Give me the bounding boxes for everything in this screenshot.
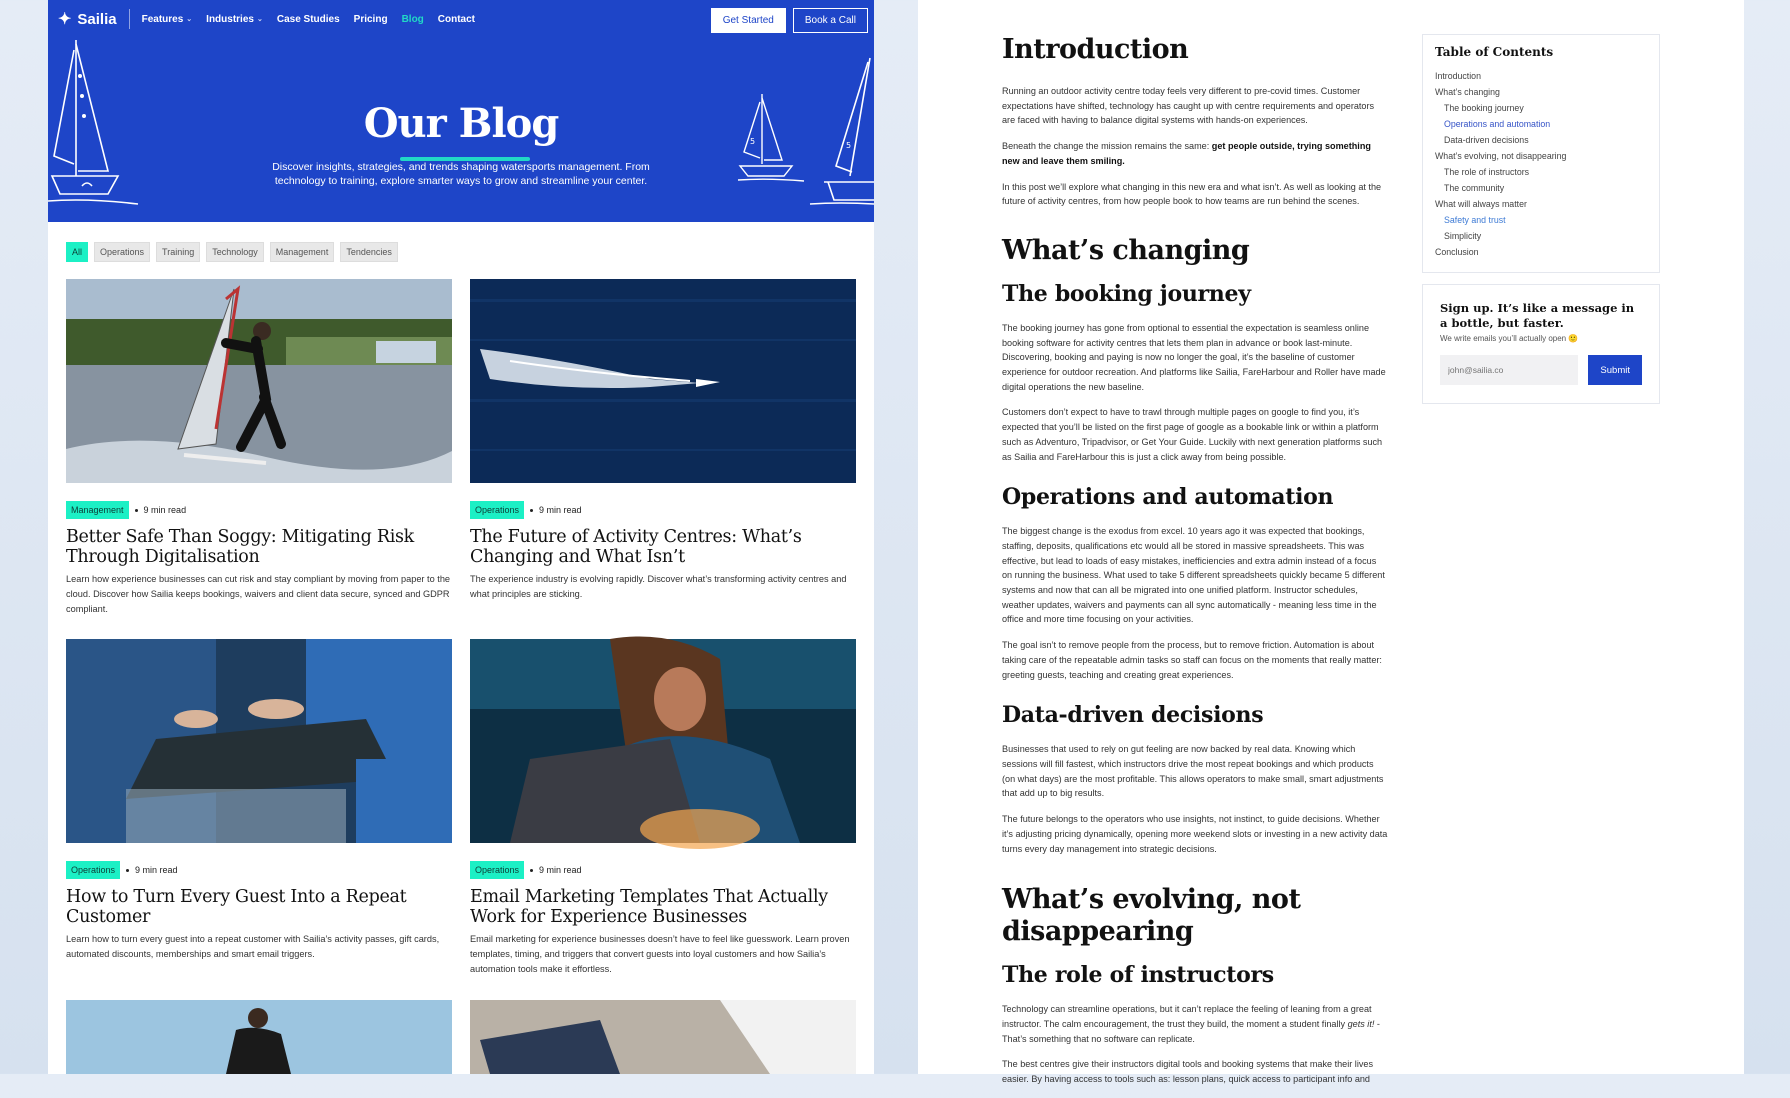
toc-link[interactable]: Introduction (1435, 71, 1481, 81)
filter-chip-tendencies[interactable]: Tendencies (340, 242, 398, 262)
heading-role-of-instructors: The role of instructors (1002, 962, 1274, 989)
signup-title: Sign up. It’s like a message in a bottle, but faster. (1440, 301, 1635, 330)
article-body (1002, 34, 1388, 1098)
page-title: Our Blog (363, 100, 559, 147)
hero-section (48, 0, 874, 222)
logo-text: Sailia (77, 10, 117, 28)
nav-item-industries[interactable] (206, 14, 263, 25)
nav-item-pricing[interactable] (354, 14, 388, 25)
blog-card[interactable] (470, 279, 856, 602)
blog-card-title[interactable]: Email Marketing Templates That Actually Work for Experience Businesses (470, 887, 828, 927)
blog-card-description: Email marketing for experience businesses doesn’t have to feel like guesswork. Learn proven templates, timing, and triggers that convert guests into loyal customers and how Sailia’s automation tools make it effortless. (470, 934, 850, 974)
blog-card-image[interactable] (470, 279, 856, 483)
mission-lead: Beneath the change the mission remains the same: (1002, 141, 1212, 152)
email-input[interactable] (1440, 355, 1578, 385)
nav-menu (142, 14, 475, 25)
blog-card-image[interactable] (470, 639, 856, 843)
book-a-call-button[interactable]: Book a Call (793, 8, 868, 33)
read-time: 9 min read (143, 505, 187, 515)
mission-bold: get people outside, trying something new and leave them smiling. (1002, 141, 1371, 166)
blog-article-page (918, 0, 1744, 1085)
nav-divider (129, 9, 130, 29)
toc-title: Table of Contents (1435, 45, 1554, 59)
compass-star-icon: ✦ (58, 11, 72, 28)
category-filters (66, 242, 398, 262)
instructors-text-italic: gets it! (1347, 1018, 1375, 1029)
blog-card[interactable] (66, 279, 452, 617)
paragraph: The booking journey has gone from optional to essential the expectation is seamless online booking software for activity centres that lets them plan in advance or book last-minute. Discovering, booking and paying is now no longer the goal, it’s the baseline of customer experience for outdoor recreation. And platforms like Sailia, FareHarbour and Roller have made digital operations the new baseline. (1002, 322, 1386, 392)
blog-card-meta (66, 501, 452, 519)
toc-link[interactable]: The role of instructors (1444, 167, 1530, 177)
heading-booking-journey: The booking journey (1002, 280, 1251, 307)
nav-item-label: Industries (206, 13, 254, 25)
read-time: 9 min read (539, 505, 582, 515)
nav-item-label: Case Studies (276, 13, 340, 25)
submit-button[interactable]: Submit (1588, 355, 1642, 385)
toc-link[interactable]: Simplicity (1444, 231, 1482, 241)
category-tag[interactable]: Operations (66, 861, 120, 879)
blog-card-description: The experience industry is evolving rapidly. Discover what’s transforming activity centres and what principles are sticking. (470, 574, 847, 599)
blog-card-image-partial[interactable] (470, 1000, 856, 1074)
filter-chip-operations[interactable]: Operations (94, 242, 150, 262)
newsletter-signup (1422, 284, 1660, 404)
paragraph: In this post we’ll explore what changing in this new era and what isn’t. As well as looking at the future of activity centres, from how people book to how teams are run behind the scenes. (1002, 181, 1382, 207)
nav-actions (711, 8, 868, 33)
signup-form (1440, 355, 1642, 385)
heading-data-driven-decisions: Data-driven decisions (1002, 702, 1264, 729)
sail-number: 5 (846, 141, 852, 150)
toc-link[interactable]: What’s changing (1435, 87, 1500, 97)
hero-description: Discover insights, strategies, and trends shaping watersports management. From technology to training, explore smarter ways to grow and streamline your center. (272, 161, 650, 187)
separator-dot (530, 869, 533, 872)
paragraph: The biggest change is the exodus from excel. 10 years ago it was expected that bookings, staffing, deposits, qualifications etc would all be stored in massive spreadsheets. This was effective, but lead to loads of easy mistakes, inefficiencies and extra admin instead of a focus on running the business. What used to take 5 different spreadsheets quickly became 5 different systems and now that can all be migrated into one unified platform. Instructor schedules, weather updates, waivers and payments can all sync automatically - meaning less time in the office and more time focusing on your activities. (1002, 526, 1385, 625)
toc-list (1435, 68, 1647, 260)
heading-whats-evolving: What’s evolving, not disappearing (1002, 884, 1301, 948)
blog-card-title[interactable]: How to Turn Every Guest Into a Repeat Customer (66, 887, 407, 927)
blog-listing-page (48, 0, 874, 1074)
signup-subtitle: We write emails you’ll actually open 🙂 (1440, 334, 1579, 343)
blog-card-description: Learn how experience businesses can cut risk and stay compliant by moving from paper to the cloud. Discover how Sailia keeps bookings, waivers and client data secure, synced and GDPR compliant. (66, 574, 451, 614)
heading-introduction: Introduction (1002, 34, 1189, 65)
blog-card-image[interactable] (66, 639, 452, 843)
top-navigation (48, 0, 874, 38)
blog-card-title[interactable]: Better Safe Than Soggy: Mitigating Risk Through Digitalisation (66, 527, 414, 567)
paragraph-mission (1002, 139, 1388, 168)
blog-card-description: Learn how to turn every guest into a repeat customer with Sailia’s activity passes, gift cards, automated discounts, memberships and smart email triggers. (66, 934, 440, 959)
blog-card-meta (66, 861, 452, 879)
toc-link[interactable]: The booking journey (1444, 103, 1524, 113)
paragraph: The goal isn’t to remove people from the process, but to remove friction. Automation is about taking care of the repeatable admin tasks so staff can focus on the moments that really matter: greeting guests, teaching and creating great experiences. (1002, 640, 1382, 680)
table-of-contents (1422, 34, 1660, 273)
toc-link[interactable]: The community (1444, 183, 1505, 193)
nav-item-features[interactable] (142, 14, 193, 25)
blog-card-image-partial[interactable] (66, 1000, 452, 1074)
read-time: 9 min read (135, 865, 178, 875)
separator-dot (135, 509, 138, 512)
category-tag[interactable]: Operations (470, 861, 524, 879)
sailia-logo[interactable] (58, 9, 117, 29)
paragraph: The future belongs to the operators who use insights, not instinct, to guide decisions. Whether it’s adjusting pricing dynamically, opening more weekend slots or investing in a new activity data turns every day management into strategic decisions. (1002, 814, 1388, 854)
toc-link[interactable]: Data-driven decisions (1444, 135, 1529, 145)
blog-card[interactable] (66, 639, 452, 962)
filter-chip-technology[interactable]: Technology (206, 242, 264, 262)
toc-link[interactable]: What’s evolving, not disappearing (1435, 151, 1567, 161)
paragraph: Running an outdoor activity centre today feels very different to pre-covid times. Customer expectations have shifted, technology has caught up with centre requirements and operators are faced with having to balance digital systems with hands-on experiences. (1002, 86, 1375, 126)
category-tag[interactable]: Management (66, 501, 129, 519)
separator-dot (126, 869, 129, 872)
blog-card-image[interactable] (66, 279, 452, 483)
heading-whats-changing: What’s changing (1002, 234, 1250, 266)
paragraph: The best centres give their instructors digital tools and booking systems that make their lives easier. By having access to tools such as: lesson plans, quick access to participant info and (1002, 1059, 1373, 1085)
nav-item-contact[interactable] (438, 14, 475, 25)
nav-item-label: Pricing (353, 13, 388, 25)
chevron-down-icon: ⌄ (256, 16, 263, 23)
read-time: 9 min read (539, 865, 582, 875)
toc-link[interactable]: Operations and automation (1444, 119, 1551, 129)
instructors-text-a: Technology can streamline operations, but it can’t replace the feeling of leaning from a great instructor. The calm encouragement, the trust they build, the moment a student finally (1002, 1004, 1372, 1029)
toc-link[interactable]: What will always matter (1435, 199, 1527, 209)
paragraph: Customers don’t expect to have to trawl through multiple pages on google to find you, it’s expected that you’ll be listed on the first page of google as a bookable link or within a platform such as Adventuro, Tripadvisor, or Get Your Guide. Luckily with next generation platforms such as Sailia and FareHarbour this is just a click away from being possible. (1002, 407, 1383, 462)
nav-item-blog[interactable] (402, 14, 424, 25)
filter-chip-training[interactable]: Training (156, 242, 200, 262)
blog-card-title[interactable]: The Future of Activity Centres: What’s Changing and What Isn’t (470, 527, 802, 567)
get-started-button[interactable]: Get Started (711, 8, 786, 33)
sail-number: 5 (750, 137, 756, 146)
blog-card-meta (470, 501, 856, 519)
heading-operations-automation: Operations and automation (1002, 484, 1334, 511)
nav-item-case-studies[interactable] (277, 14, 340, 25)
toc-link[interactable]: Safety and trust (1444, 215, 1506, 225)
filter-chip-all[interactable]: All (66, 242, 88, 262)
paragraph-instructors (1002, 1002, 1388, 1046)
nav-item-label: Contact (437, 13, 476, 25)
toc-link[interactable]: Conclusion (1435, 247, 1479, 257)
category-tag[interactable]: Operations (470, 501, 524, 519)
separator-dot (530, 509, 533, 512)
blog-card-meta (470, 861, 856, 879)
nav-item-label: Blog (401, 13, 424, 25)
paragraph: Businesses that used to rely on gut feeling are now backed by real data. Knowing which sessions will fill fastest, which instructors drive the most repeat bookings and which products (on what days) are the most profitable. This allows operators to make small, smart adjustments that add up to big results. (1002, 744, 1384, 799)
chevron-down-icon: ⌄ (186, 16, 193, 23)
blog-card[interactable] (470, 639, 856, 977)
nav-item-label: Features (141, 13, 184, 25)
instructors-text-c: - That’s something that no software can replicate. (1002, 1018, 1380, 1044)
filter-chip-management[interactable]: Management (270, 242, 335, 262)
